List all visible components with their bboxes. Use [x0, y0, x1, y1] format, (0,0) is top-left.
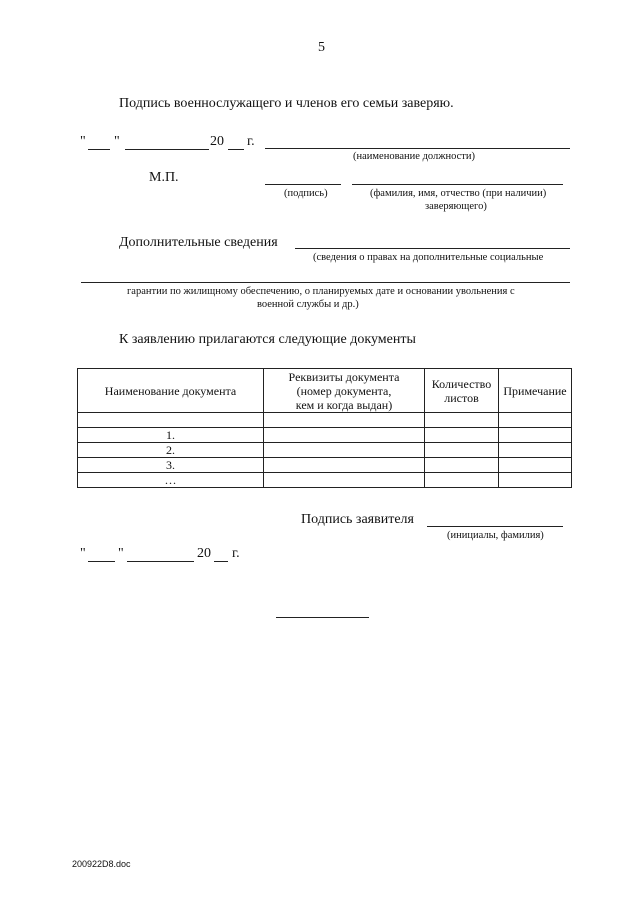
certifier-name-caption: (фамилия, имя, отчество (при наличии) — [370, 188, 547, 199]
additional-line-1 — [295, 248, 570, 249]
date-year-line — [228, 149, 244, 150]
additional-caption-3: военной службы и др.) — [257, 299, 359, 310]
date-month-line — [125, 149, 209, 150]
applicant-signature-caption: (инициалы, фамилия) — [447, 530, 544, 541]
end-separator-line — [276, 617, 369, 618]
details-cell[interactable] — [264, 428, 425, 443]
position-caption: (наименование должности) — [353, 151, 476, 162]
sheets-cell[interactable] — [425, 473, 499, 488]
row-number-cell[interactable]: 1. — [78, 428, 264, 443]
date-close-quote: " — [114, 134, 120, 149]
date-month-line — [127, 561, 194, 562]
date-close-quote: " — [118, 546, 124, 561]
applicant-signature-label: Подпись заявителя — [301, 512, 414, 527]
table-row — [78, 428, 572, 443]
applicant-signature-line — [427, 526, 563, 527]
certifier-name-line — [352, 184, 563, 185]
date-year-prefix: 20 — [197, 546, 211, 561]
date-day-line — [88, 561, 115, 562]
table-row — [78, 413, 572, 428]
position-line — [265, 148, 570, 149]
column-header-notes: Примечание — [499, 369, 572, 413]
sheets-cell[interactable] — [425, 428, 499, 443]
stamp-label: М.П. — [149, 170, 179, 185]
row-number-cell[interactable]: 3. — [78, 458, 264, 473]
sheets-cell[interactable] — [425, 443, 499, 458]
notes-cell[interactable] — [499, 428, 572, 443]
details-cell[interactable] — [264, 473, 425, 488]
details-cell[interactable] — [264, 443, 425, 458]
additional-label: Дополнительные сведения — [119, 235, 278, 250]
sheets-cell[interactable] — [425, 458, 499, 473]
details-cell[interactable] — [264, 413, 425, 428]
notes-cell[interactable] — [499, 443, 572, 458]
notes-cell[interactable] — [499, 413, 572, 428]
details-cell[interactable] — [264, 458, 425, 473]
signature-line — [265, 184, 341, 185]
date-open-quote: " — [80, 546, 86, 561]
additional-line-2 — [81, 282, 570, 283]
signature-caption: (подпись) — [284, 188, 328, 199]
certifier-name-caption-2: заверяющего) — [425, 201, 487, 212]
notes-cell[interactable] — [499, 473, 572, 488]
column-header-details: Реквизиты документа (номер документа, кем и когда выдан) — [264, 369, 425, 413]
row-number-cell[interactable]: … — [78, 473, 264, 488]
additional-caption-2: гарантии по жилищному обеспечению, о планируемых дате и основании увольнения с — [127, 286, 515, 297]
date-year-suffix: г. — [247, 134, 255, 149]
date-year-line — [214, 561, 228, 562]
sheets-cell[interactable] — [425, 413, 499, 428]
column-header-sheets: Количество листов — [425, 369, 499, 413]
certify-text: Подпись военнослужащего и членов его семьи заверяю. — [119, 96, 454, 111]
notes-cell[interactable] — [499, 458, 572, 473]
table-row — [78, 458, 572, 473]
table-row — [78, 443, 572, 458]
additional-caption-1: (сведения о правах на дополнительные социальные — [313, 252, 544, 263]
table-row — [78, 473, 572, 488]
row-number-cell[interactable]: 2. — [78, 443, 264, 458]
page-number: 5 — [318, 40, 325, 55]
date-day-line — [88, 149, 110, 150]
date-year-suffix: г. — [232, 546, 240, 561]
date-open-quote: " — [80, 134, 86, 149]
table-header-row — [78, 369, 572, 413]
attachments-table — [77, 368, 572, 488]
attachments-heading: К заявлению прилагаются следующие документы — [119, 332, 416, 347]
footer-filename: 200922D8.doc — [72, 859, 131, 869]
column-header-name: Наименование документа — [78, 369, 264, 413]
row-number-cell[interactable] — [78, 413, 264, 428]
date-year-prefix: 20 — [210, 134, 224, 149]
